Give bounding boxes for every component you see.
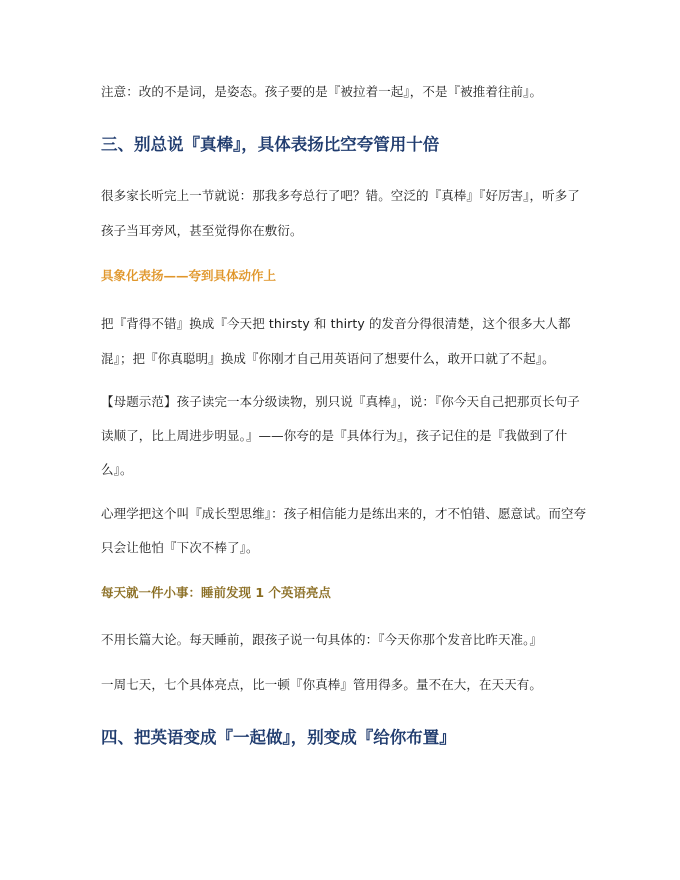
replace-paragraph-line-2: 混』；把『你真聪明』换成『你刚才自己用英语问了想要什么，敢开口就了不起』。 (101, 351, 555, 366)
daily-paragraph-line-1: 不用长篇大论。每天睡前，跟孩子说一句具体的：『今天你那个发音比昨天准。』 (101, 632, 543, 647)
note-paragraph: 注意：改的不是词，是姿态。孩子要的是『被拉着一起』，不是『被推着往前』。 (101, 84, 543, 99)
intro-paragraph-line-2: 孩子当耳旁风，甚至觉得你在敷衍。 (101, 223, 303, 238)
section-3-heading: 三、别总说『真棒』，具体表扬比空夸管用十倍 (101, 135, 440, 154)
example-paragraph-line-1: 【母题示范】孩子读完一本分级读物，别只说『真棒』，说：『你今天自己把那页长句子 (101, 394, 580, 409)
subheading-daily-highlight: 每天就一件小事：睡前发现 1 个英语亮点 (101, 585, 331, 600)
mindset-paragraph-line-2: 只会让他怕『下次不棒了』。 (101, 540, 259, 555)
subheading-concrete-praise: 具象化表扬——夸到具体动作上 (101, 268, 277, 283)
example-paragraph-line-2: 读顺了，比上周进步明显。』——你夸的是『具体行为』，孩子记住的是『我做到了什 (101, 428, 568, 443)
intro-paragraph-line-1: 很多家长听完上一节就说：那我多夸总行了吧？错。空泛的『真棒』『好厉害』，听多了 (101, 188, 580, 203)
replace-paragraph-line-1: 把『背得不错』换成『今天把 thirsty 和 thirty 的发音分得很清楚，这个很多大人都 (101, 316, 571, 331)
daily-paragraph-line-2: 一周七天，七个具体亮点，比一顿『你真棒』管用得多。量不在大，在天天有。 (101, 677, 543, 692)
example-paragraph-line-3: 么』。 (101, 462, 133, 477)
mindset-paragraph-line-1: 心理学把这个叫『成长型思维』：孩子相信能力是练出来的，才不怕错、愿意试。而空夸 (101, 506, 587, 521)
section-4-heading: 四、把英语变成『一起做』，别变成『给你布置』 (101, 728, 456, 747)
